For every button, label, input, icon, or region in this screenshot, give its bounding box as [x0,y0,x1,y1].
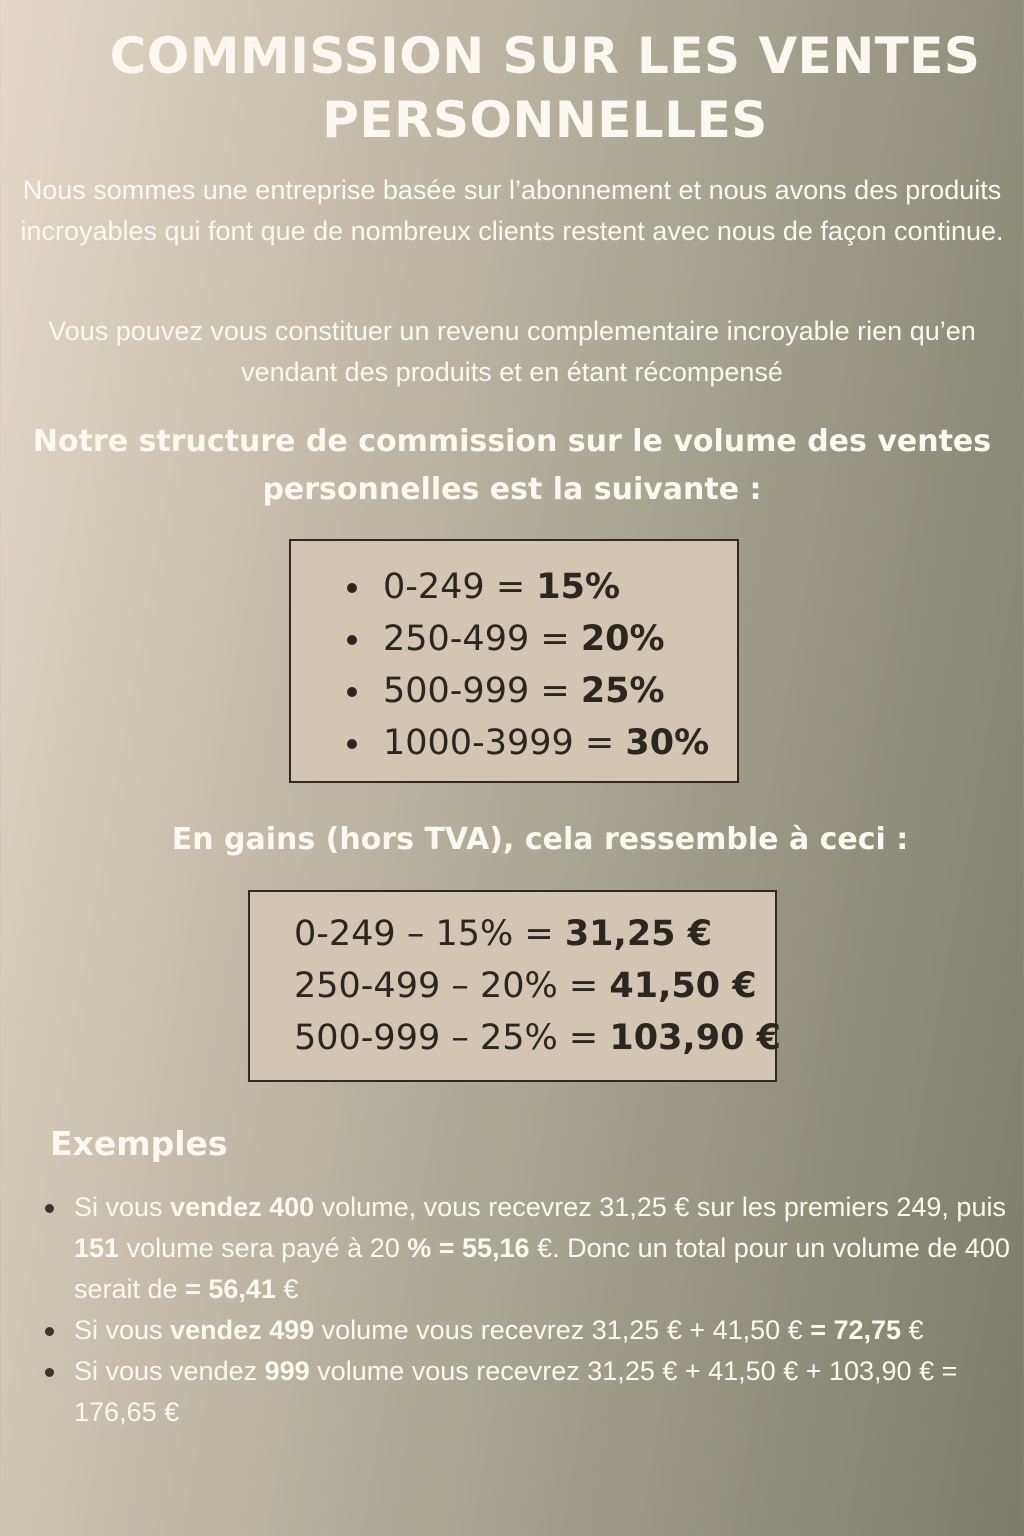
intro-paragraph-1: Nous sommes une entreprise basée sur l’abonnement et nous avons des produits incroyables qui font que de nombreux clients restent avec nous de façon continue. [20,175,1004,246]
tier-item [347,717,709,769]
tier-range: 250-499 [383,619,530,659]
example-bold: = 72,75 [810,1315,902,1345]
gains-amount: 41,50 € [609,966,757,1006]
tier-separator: = [529,619,581,659]
tier-range: 0-249 [383,567,485,607]
examples-title: Exemples [50,1124,228,1163]
tier-item [347,665,709,717]
tier-rate: 25% [580,671,665,711]
tier-rate: 30% [625,723,710,763]
gains-label: 500-999 – 25% = [294,1018,610,1058]
tier-separator: = [484,567,537,607]
example-text: volume, vous recevrez 31,25 € sur les premiers 249, puis [314,1192,1006,1222]
gains-label: 0-249 – 15% = [294,914,565,954]
intro-paragraph-2: Vous pouvez vous constituer un revenu complementaire incroyable rien qu’en vendant des produits et en étant récompensé [48,316,976,387]
tier-item [347,613,709,665]
page-title-line-1: COMMISSION SUR LES VENTES [109,27,981,85]
example-text: € [901,1315,924,1345]
example-text: volume vous recevrez 31,25 € + 41,50 € [314,1315,811,1345]
example-bold: vendez 400 [170,1192,315,1222]
example-bold: 151 [74,1233,120,1263]
tier-rate: 15% [536,567,621,607]
tier-range: 1000-3999 [383,723,574,763]
example-item [40,1351,1015,1433]
example-text: € [275,1274,299,1304]
commission-tier-box [289,539,739,783]
tier-separator: = [529,671,581,711]
gains-heading: En gains (hors TVA), cela ressemble à ceci : [171,822,909,857]
tier-range: 500-999 [383,671,530,711]
example-text: Si vous [74,1192,171,1222]
tier-item [347,561,709,613]
examples-list [40,1187,1015,1433]
gains-row [294,1012,781,1064]
gains-row [294,960,757,1012]
example-text: Si vous vendez [74,1356,265,1386]
example-text: volume sera payé à 20 [119,1233,408,1263]
gains-row [294,908,712,960]
tier-separator: = [573,723,626,763]
commission-tier-list [347,561,709,769]
example-text: €. Donc un total pour un volume de 400 serait de [74,1233,1010,1304]
page-title-line-2: PERSONNELLES [322,91,768,149]
example-bold: % = 55,16 [407,1233,530,1263]
gains-box [248,890,781,1082]
gains-label: 250-499 – 20% = [294,966,610,1006]
tier-rate: 20% [580,619,665,659]
structure-heading: Notre structure de commission sur le volume des ventes personnelles est la suivante : [32,424,992,507]
example-text: Si vous [74,1315,171,1345]
example-bold: = 56,41 [185,1274,276,1304]
example-item [40,1187,1015,1310]
example-bold: 999 [264,1356,310,1386]
example-text: volume vous recevrez 31,25 € + 41,50 € + 103,90 € = 176,65 € [74,1356,958,1427]
gains-amount: 103,90 € [609,1018,781,1058]
example-item [40,1310,1015,1351]
page-title [60,24,1024,152]
example-bold: vendez 499 [170,1315,315,1345]
gains-amount: 31,25 € [564,914,713,954]
